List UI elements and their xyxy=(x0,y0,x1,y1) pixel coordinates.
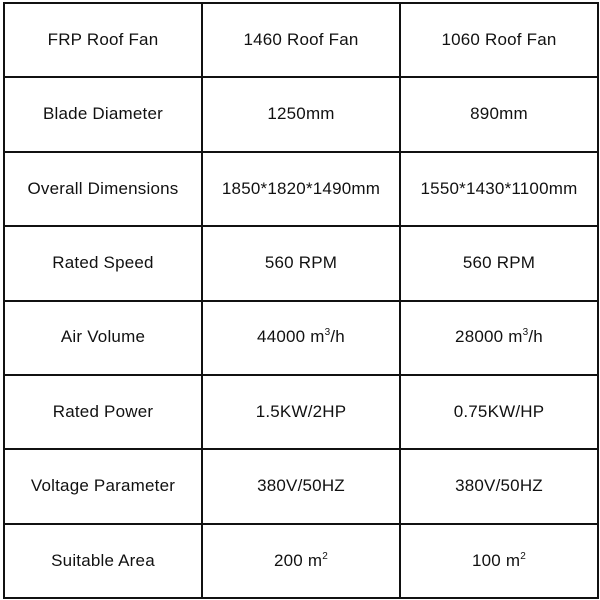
cell-1060: 890mm xyxy=(400,77,598,151)
value-text: 28000 m xyxy=(455,327,523,347)
value-text: 44000 m xyxy=(257,327,325,347)
table-row xyxy=(4,301,598,375)
value-text: 100 m xyxy=(471,550,521,570)
spec-table xyxy=(3,2,599,599)
table-row xyxy=(4,226,598,300)
cell-1460: 1250mm xyxy=(202,77,400,151)
cell-1460 xyxy=(202,301,400,375)
row-label: Air Volume xyxy=(4,301,202,375)
cell-1060 xyxy=(400,524,598,598)
table-row xyxy=(4,375,598,449)
superscript: 2 xyxy=(322,550,328,562)
header-cell-model: FRP Roof Fan xyxy=(4,3,202,77)
cell-1460: 1850*1820*1490mm xyxy=(202,152,400,226)
cell-1060 xyxy=(400,301,598,375)
header-row xyxy=(4,3,598,77)
cell-1460: 560 RPM xyxy=(202,226,400,300)
table-row xyxy=(4,152,598,226)
value-text: 200 m xyxy=(273,550,323,570)
header-cell-1460: 1460 Roof Fan xyxy=(202,3,400,77)
unit-text: /h xyxy=(330,327,345,347)
row-label: Suitable Area xyxy=(4,524,202,598)
cell-1060: 380V/50HZ xyxy=(400,449,598,523)
header-cell-1060: 1060 Roof Fan xyxy=(400,3,598,77)
superscript: 3 xyxy=(324,327,331,339)
cell-1460: 1.5KW/2HP xyxy=(202,375,400,449)
table-row xyxy=(4,77,598,151)
row-label: Blade Diameter xyxy=(4,77,202,151)
cell-1060: 560 RPM xyxy=(400,226,598,300)
cell-1460: 380V/50HZ xyxy=(202,449,400,523)
unit-text: /h xyxy=(528,327,543,347)
row-label: Voltage Parameter xyxy=(4,449,202,523)
table-row xyxy=(4,524,598,598)
cell-1460 xyxy=(202,524,400,598)
cell-1060: 1550*1430*1100mm xyxy=(400,152,598,226)
row-label: Overall Dimensions xyxy=(4,152,202,226)
table-row xyxy=(4,449,598,523)
cell-1060: 0.75KW/HP xyxy=(400,375,598,449)
row-label: Rated Power xyxy=(4,375,202,449)
row-label: Rated Speed xyxy=(4,226,202,300)
superscript: 2 xyxy=(520,550,526,562)
superscript: 3 xyxy=(522,327,529,339)
